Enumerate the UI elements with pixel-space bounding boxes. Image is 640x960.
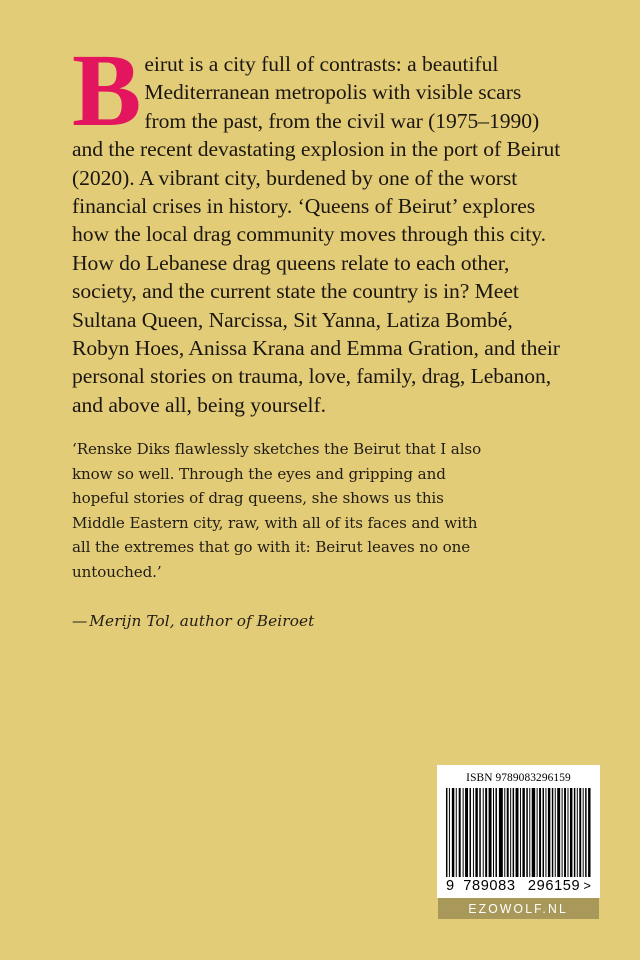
publisher-website-label: EZOWOLF.NL xyxy=(468,901,569,916)
pull-quote-block xyxy=(72,437,492,631)
attribution-name: Merijn Tol, author of Beiroet xyxy=(89,611,315,630)
barcode-card xyxy=(437,765,600,898)
em-dash: — xyxy=(72,611,87,630)
pull-quote-attribution xyxy=(72,611,492,631)
ean-digits-row xyxy=(445,877,592,894)
ean-group-1: 789083 xyxy=(463,878,516,894)
drop-cap-letter: B xyxy=(72,33,140,148)
blurb-paragraph xyxy=(72,33,564,419)
publisher-website-bar xyxy=(438,898,599,919)
isbn-label: ISBN 9789083296159 xyxy=(466,772,571,784)
ean-right-symbol: > xyxy=(583,878,591,893)
barcode-block xyxy=(437,765,600,919)
blurb-body-text: eirut is a city full of contrasts: a beautiful Mediterranean metropolis with visible scars from the past, from the civil war (1975–1990) and the recent devastating explosion in the port of Beirut (2020). A vibrant city, burdened by one of the worst financial crises in history. ‘Queens of Beirut’ explores how the local drag community moves through this city. How do Lebanese drag queens relate to each other, society, and the current state the country is in? Meet Sultana Queen, Narcissa, Sit Yanna, Latiza Bombé, Robyn Hoes, Anissa Krana and Emma Gration, and their personal stories on trauma, love, family, drag, Lebanon, and above all, being yourself. xyxy=(72,52,561,417)
pull-quote-text: ‘Renske Diks flawlessly sketches the Beirut that I also know so well. Through the eyes and gripping and hopeful stories of drag queens, she shows us this Middle Eastern city, raw, with all of its faces and with all the extremes that go with it: Beirut leaves no one untouched.’ xyxy=(72,440,482,581)
ean-left-digit: 9 xyxy=(446,878,455,894)
barcode-bars-icon xyxy=(445,788,592,877)
ean-group-2: 296159 xyxy=(527,878,581,894)
